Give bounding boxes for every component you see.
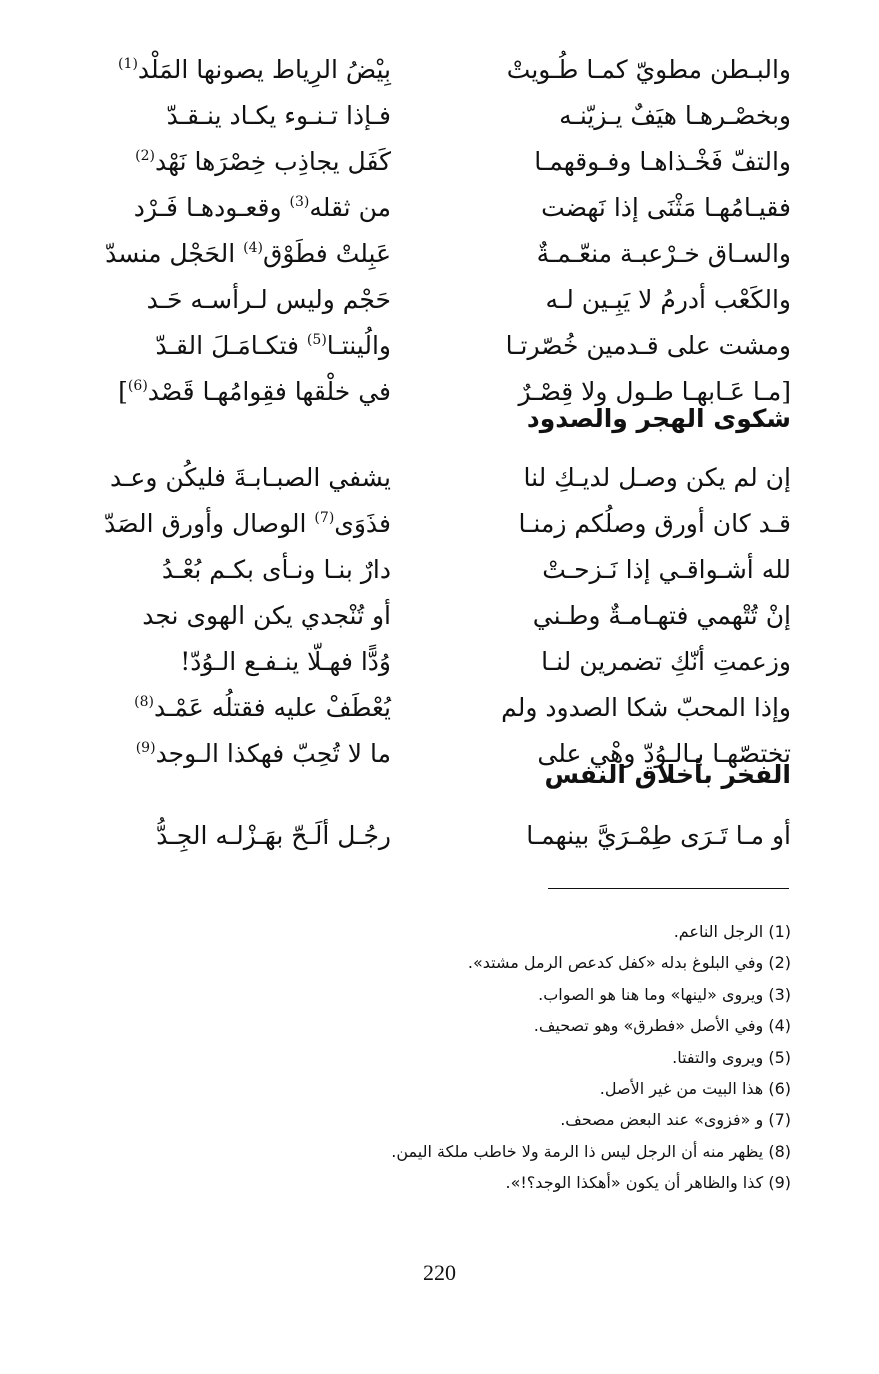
second-hemistich — [134, 190, 391, 226]
footnote-marker: (3) — [289, 194, 310, 210]
footnote: (3) ويروى «لينها» وما هنا هو الصواب. — [538, 984, 791, 1004]
first-hemistich: والبـطن مطويّ كمـا طُـويتْ — [506, 55, 791, 84]
second-hemistich — [110, 460, 391, 496]
verse — [118, 52, 791, 98]
footnote-divider — [548, 888, 789, 889]
verse — [131, 818, 791, 864]
footnote-marker: (4) — [243, 240, 263, 256]
hemistich-text: عَبِلتْ فطَوْق — [262, 239, 391, 268]
hemistich-text: وُدًّا فهـلّا ينـفـع الـوُدّ! — [180, 647, 391, 676]
footnote-marker: (6) — [127, 378, 148, 394]
second-hemistich — [118, 52, 391, 88]
first-hemistich: أو مـا تَـرَى طِمْـرَيَّ بينهمـا — [526, 821, 791, 850]
second-hemistich — [162, 552, 391, 588]
hemistich-text: دارٌ بنـا ونـأى بكـم بُعْـدُ — [161, 555, 391, 584]
first-hemistich: والسـاق خـرْعبـة منعّـمـةٌ — [536, 239, 791, 268]
hemistich-text: فذَوَى — [334, 509, 391, 538]
footnote: (5) ويروى والتفتا. — [672, 1047, 791, 1067]
footnote-marker: (9) — [135, 740, 156, 756]
footnote-marker: (1) — [118, 56, 138, 72]
second-hemistich — [142, 598, 391, 634]
verse — [131, 644, 791, 690]
footnote-marker: (8) — [134, 694, 154, 710]
hemistich-text: بِيْضُ الرِياط يصونها المَلْد — [137, 55, 391, 84]
first-hemistich: وزعمتِ أنّكِ تضمرين لنـا — [541, 647, 791, 676]
hemistich-tail: فتكـامَـلَ القـدّ — [155, 331, 307, 360]
verse — [131, 552, 791, 598]
second-hemistich — [105, 236, 391, 272]
closing-bracket: ] — [118, 377, 128, 406]
second-hemistich — [136, 736, 391, 772]
poem-section-2 — [104, 460, 791, 782]
second-hemistich — [156, 818, 391, 854]
footnote: (7) و «فزوى» عند البعض مصحف. — [560, 1110, 791, 1130]
footnote-marker: (2) — [135, 148, 155, 164]
first-hemistich: وإذا المحبّ شكا الصدود ولم — [501, 693, 791, 722]
first-hemistich: والتفّ فَخْـذاهـا وفـوقهمـا — [534, 147, 791, 176]
second-hemistich — [147, 282, 391, 318]
verse — [131, 282, 791, 328]
footnote: (9) كذا والظاهر أن يكون «أهكذا الوجد؟!». — [505, 1173, 791, 1193]
hemistich-text: في خلْقها فقِوامُهـا قَصْد — [147, 377, 391, 406]
footnote: (1) الرجل الناعم. — [673, 922, 791, 941]
verse — [131, 98, 791, 144]
first-hemistich: فقيـامُهـا مَثْنَى إذا نَهضت — [541, 193, 791, 222]
footnote-marker: (5) — [306, 332, 327, 348]
hemistich-text: حَجْم وليس لـرأسـه حَـد — [146, 285, 391, 314]
verse — [131, 690, 791, 736]
hemistich-text: يُعْطَفْ عليه فقتلُه عَمْـد — [153, 693, 391, 722]
footnote: (8) يظهر منه أن الرجل ليس ذا الرمة ولا خاطب ملكة اليمن. — [391, 1141, 791, 1161]
hemistich-text: فـإذا تـنـوء يكـاد ينـقـدّ — [166, 101, 391, 130]
first-hemistich: والكَعْب أدرمُ لا يَبِـين لـه — [545, 285, 791, 314]
hemistich-tail: الحَجْل منسدّ — [105, 239, 244, 268]
first-hemistich: وبخصْـرهـا هيَفٌ يـزيّنـه — [559, 101, 791, 130]
verse — [131, 328, 791, 374]
verse — [105, 236, 791, 282]
footnote-marker: (7) — [314, 510, 335, 526]
hemistich-text: كَفَل يجاذِب خِصْرَها نَهْد — [154, 147, 391, 176]
second-hemistich — [180, 644, 391, 680]
verse — [131, 144, 791, 190]
hemistich-text: والُينتـا — [326, 331, 391, 360]
hemistich-text: يشفي الصبـابـةَ فليكُن وعـد — [109, 463, 391, 492]
section-heading-complaint: شكوى الهجر والصدود — [526, 404, 791, 433]
footnote: (6) هذا البيت من غير الأصل. — [599, 1078, 791, 1098]
poem-section-1 — [105, 52, 791, 420]
first-hemistich: قـد كان أورق وصلُكم زمنـا — [518, 509, 791, 538]
first-hemistich: [مـا عَـابهـا طـول ولا قِصْـرٌ — [518, 377, 791, 406]
first-hemistich: إن لم يكن وصـل لديـكِ لنا — [523, 463, 791, 492]
section-heading-pride: الفخر بأخلاق النفس — [544, 760, 791, 789]
hemistich-tail: الوصال وأورق الصَدّ — [104, 509, 315, 538]
second-hemistich — [118, 374, 391, 410]
verse — [131, 598, 791, 644]
poem-section-3 — [131, 818, 791, 864]
verse — [109, 460, 791, 506]
second-hemistich — [155, 328, 391, 364]
verse — [104, 506, 791, 552]
hemistich-text: ما لا تُحِبّ فهكذا الـوجد — [155, 739, 391, 768]
hemistich-text: أو تُنْجدي يكن الهوى نجد — [142, 601, 391, 630]
second-hemistich — [134, 690, 391, 726]
hemistich-text: رجُـل ألَـحّ بهَـزْلـه الجِـدُّ — [156, 821, 391, 850]
footnote: (4) وفي الأصل «فطرق» وهو تصحيف. — [533, 1016, 791, 1036]
first-hemistich: إنْ تُتْهمي فتهـامـةٌ وطـني — [532, 601, 791, 630]
page-number: 220 — [423, 1260, 456, 1285]
hemistich-text: من ثقله — [309, 193, 391, 222]
hemistich-tail: وقعـودهـا فَـرْد — [133, 193, 290, 222]
second-hemistich — [135, 144, 391, 180]
footnotes — [91, 920, 791, 1203]
first-hemistich: ومشت على قـدمين خُصّرتـا — [505, 331, 791, 360]
footnote: (2) وفي البلوغ بدله «كفل كدعص الرمل مشتد». — [467, 953, 791, 973]
first-hemistich: لله أشـواقـي إذا نَـزحـتْ — [542, 555, 791, 584]
second-hemistich — [104, 506, 391, 542]
verse — [131, 190, 791, 236]
second-hemistich — [167, 98, 391, 134]
first-hemistich: تختصّهـا بـالـوُدّ وهْي على — [537, 739, 791, 768]
